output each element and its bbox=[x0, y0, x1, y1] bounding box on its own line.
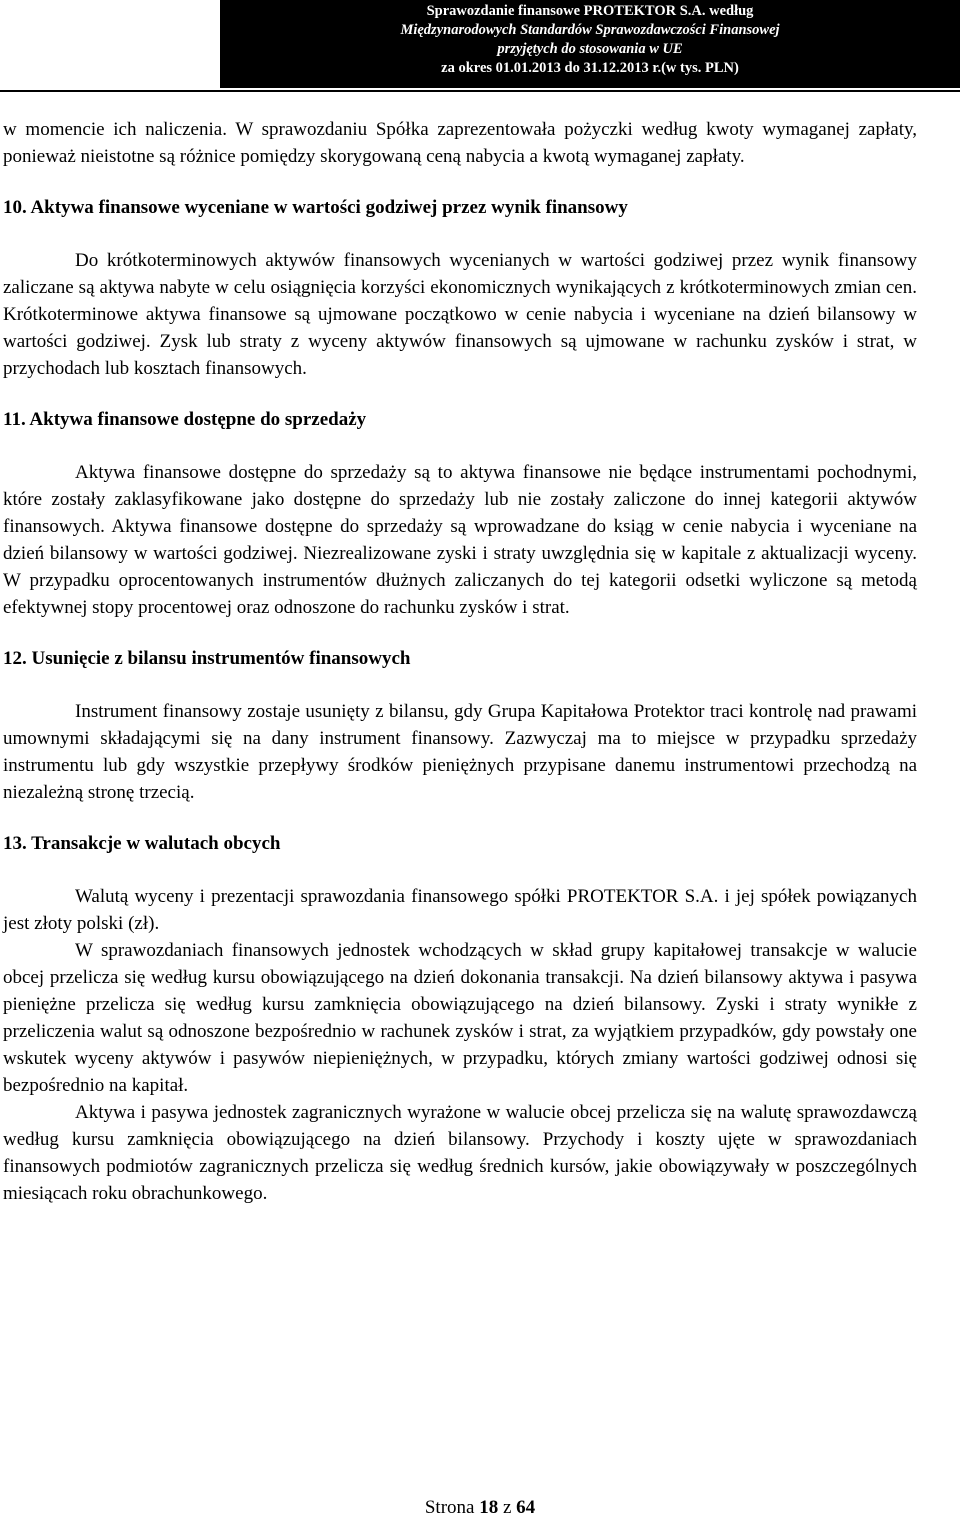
header-line-3: przyjętych do stosowania w UE bbox=[497, 41, 683, 57]
page-total-number: 64 bbox=[516, 1497, 536, 1518]
header-line-2: Międzynarodowych Standardów Sprawozdawczości Finansowej bbox=[400, 22, 780, 38]
section-12-paragraph: Instrument finansowy zostaje usunięty z bilansu, gdy Grupa Kapitałowa Protektor traci kontrolę nad prawami umownymi składającymi się na dany instrument finansowy. Zazwyczaj ma to miejsce w przypadku sprzedaży instrumentu lub gdy wszystkie przepływy środków pieniężnych przypisane danemu instrumentowi przechodzą na niezależną stronę trzecią. bbox=[3, 701, 917, 803]
section-13-paragraph-1: Walutą wyceny i prezentacji sprawozdania finansowego spółki PROTEKTOR S.A. i jej spółek powiązanych jest złoty polski (zł). bbox=[3, 886, 917, 934]
section-13-paragraph-2: W sprawozdaniach finansowych jednostek wchodzących w skład grupy kapitałowej transakcje w walucie obcej przelicza się według kursu obowiązującego na dzień dokonania transakcji. Na dzień bilansowy aktywa i pasywa pieniężne przelicza się według kursu zamknięcia obowiązującego na dzień bilansowy. Zyski i straty wynikłe z przeliczenia walut są odnoszone bezpośrednio w rachunek zysków i strat, za wyjątkiem przypadków, gdy powstały one wskutek wyceny aktywów i pasywów niepieniężnych, w przypadku, których zmiany wartości godziwej odnosi się bezpośrednio na kapitał. bbox=[3, 940, 917, 1096]
page-separator: z bbox=[502, 1497, 512, 1518]
section-13-paragraph-3: Aktywa i pasywa jednostek zagranicznych wyrażone w walucie obcej przelicza się na walutę sprawozdawczą według kursu zamknięcia obowiązującego na dzień bilansowy. Przychody i koszty ujęte w sprawozdaniach finansowych podmiotów zagranicznych przelicza się według średnich kursów, jakie obowiązywały w poszczególnych miesiącach roku obrachunkowego. bbox=[3, 1102, 917, 1204]
section-11-paragraph: Aktywa finansowe dostępne do sprzedaży są to aktywa finansowe nie będące instrumentami pochodnymi, które zostały zaklasyfikowane jako dostępne do sprzedaży lub nie zostały zaliczone do innej kategorii aktywów finansowych. Aktywa finansowe dostępne do sprzedaży są wprowadzane do ksiąg w cenie nabycia i wyceniane na dzień bilansowy w wartości godziwej. Niezrealizowane zyski i straty uwzględnia się w kapitale z aktualizacji wyceny. W przypadku oprocentowanych instrumentów dłużnych zaliczanych do tej kategorii odsetki wyliczone są metodą efektywnej stopy procentowej oraz odnoszone do rachunku zysków i strat. bbox=[3, 462, 917, 618]
header-line-4: za okres 01.01.2013 do 31.12.2013 r.(w tys. PLN) bbox=[441, 60, 739, 76]
section-13-heading: 13. Transakcje w walutach obcych bbox=[3, 833, 281, 854]
section-12-heading: 12. Usunięcie z bilansu instrumentów finansowych bbox=[3, 648, 411, 669]
page-header bbox=[220, 2, 960, 78]
intro-paragraph: w momencie ich naliczenia. W sprawozdaniu Spółka zaprezentowała pożyczki według kwoty wymaganej zapłaty, ponieważ nieistotne są różnice pomiędzy skorygowaną ceną nabycia a kwotą wymaganej zapłaty. bbox=[3, 119, 917, 167]
header-line-1: Sprawozdanie finansowe PROTEKTOR S.A. według bbox=[426, 3, 754, 19]
page-label: Strona bbox=[424, 1497, 475, 1518]
page-footer bbox=[0, 1497, 960, 1519]
section-10-heading: 10. Aktywa finansowe wyceniane w wartości godziwej przez wynik finansowy bbox=[3, 197, 628, 218]
document-body bbox=[3, 116, 917, 1207]
section-11-heading: 11. Aktywa finansowe dostępne do sprzedaży bbox=[3, 409, 367, 430]
section-10-paragraph: Do krótkoterminowych aktywów finansowych wycenianych w wartości godziwej przez wynik finansowy zaliczane są aktywa nabyte w celu osiągnięcia korzyści ekonomicznych wynikających z krótkoterminowych zmian cen. Krótkoterminowe aktywa finansowe są ujmowane początkowo w cenie nabycia i wyceniane na dzień bilansowy w wartości godziwej. Zysk lub straty z wyceny aktywów finansowych są ujmowane w rachunku zysków i strat, w przychodach lub kosztach finansowych. bbox=[3, 250, 917, 379]
header-divider bbox=[0, 90, 960, 92]
page-current-number: 18 bbox=[479, 1497, 499, 1518]
